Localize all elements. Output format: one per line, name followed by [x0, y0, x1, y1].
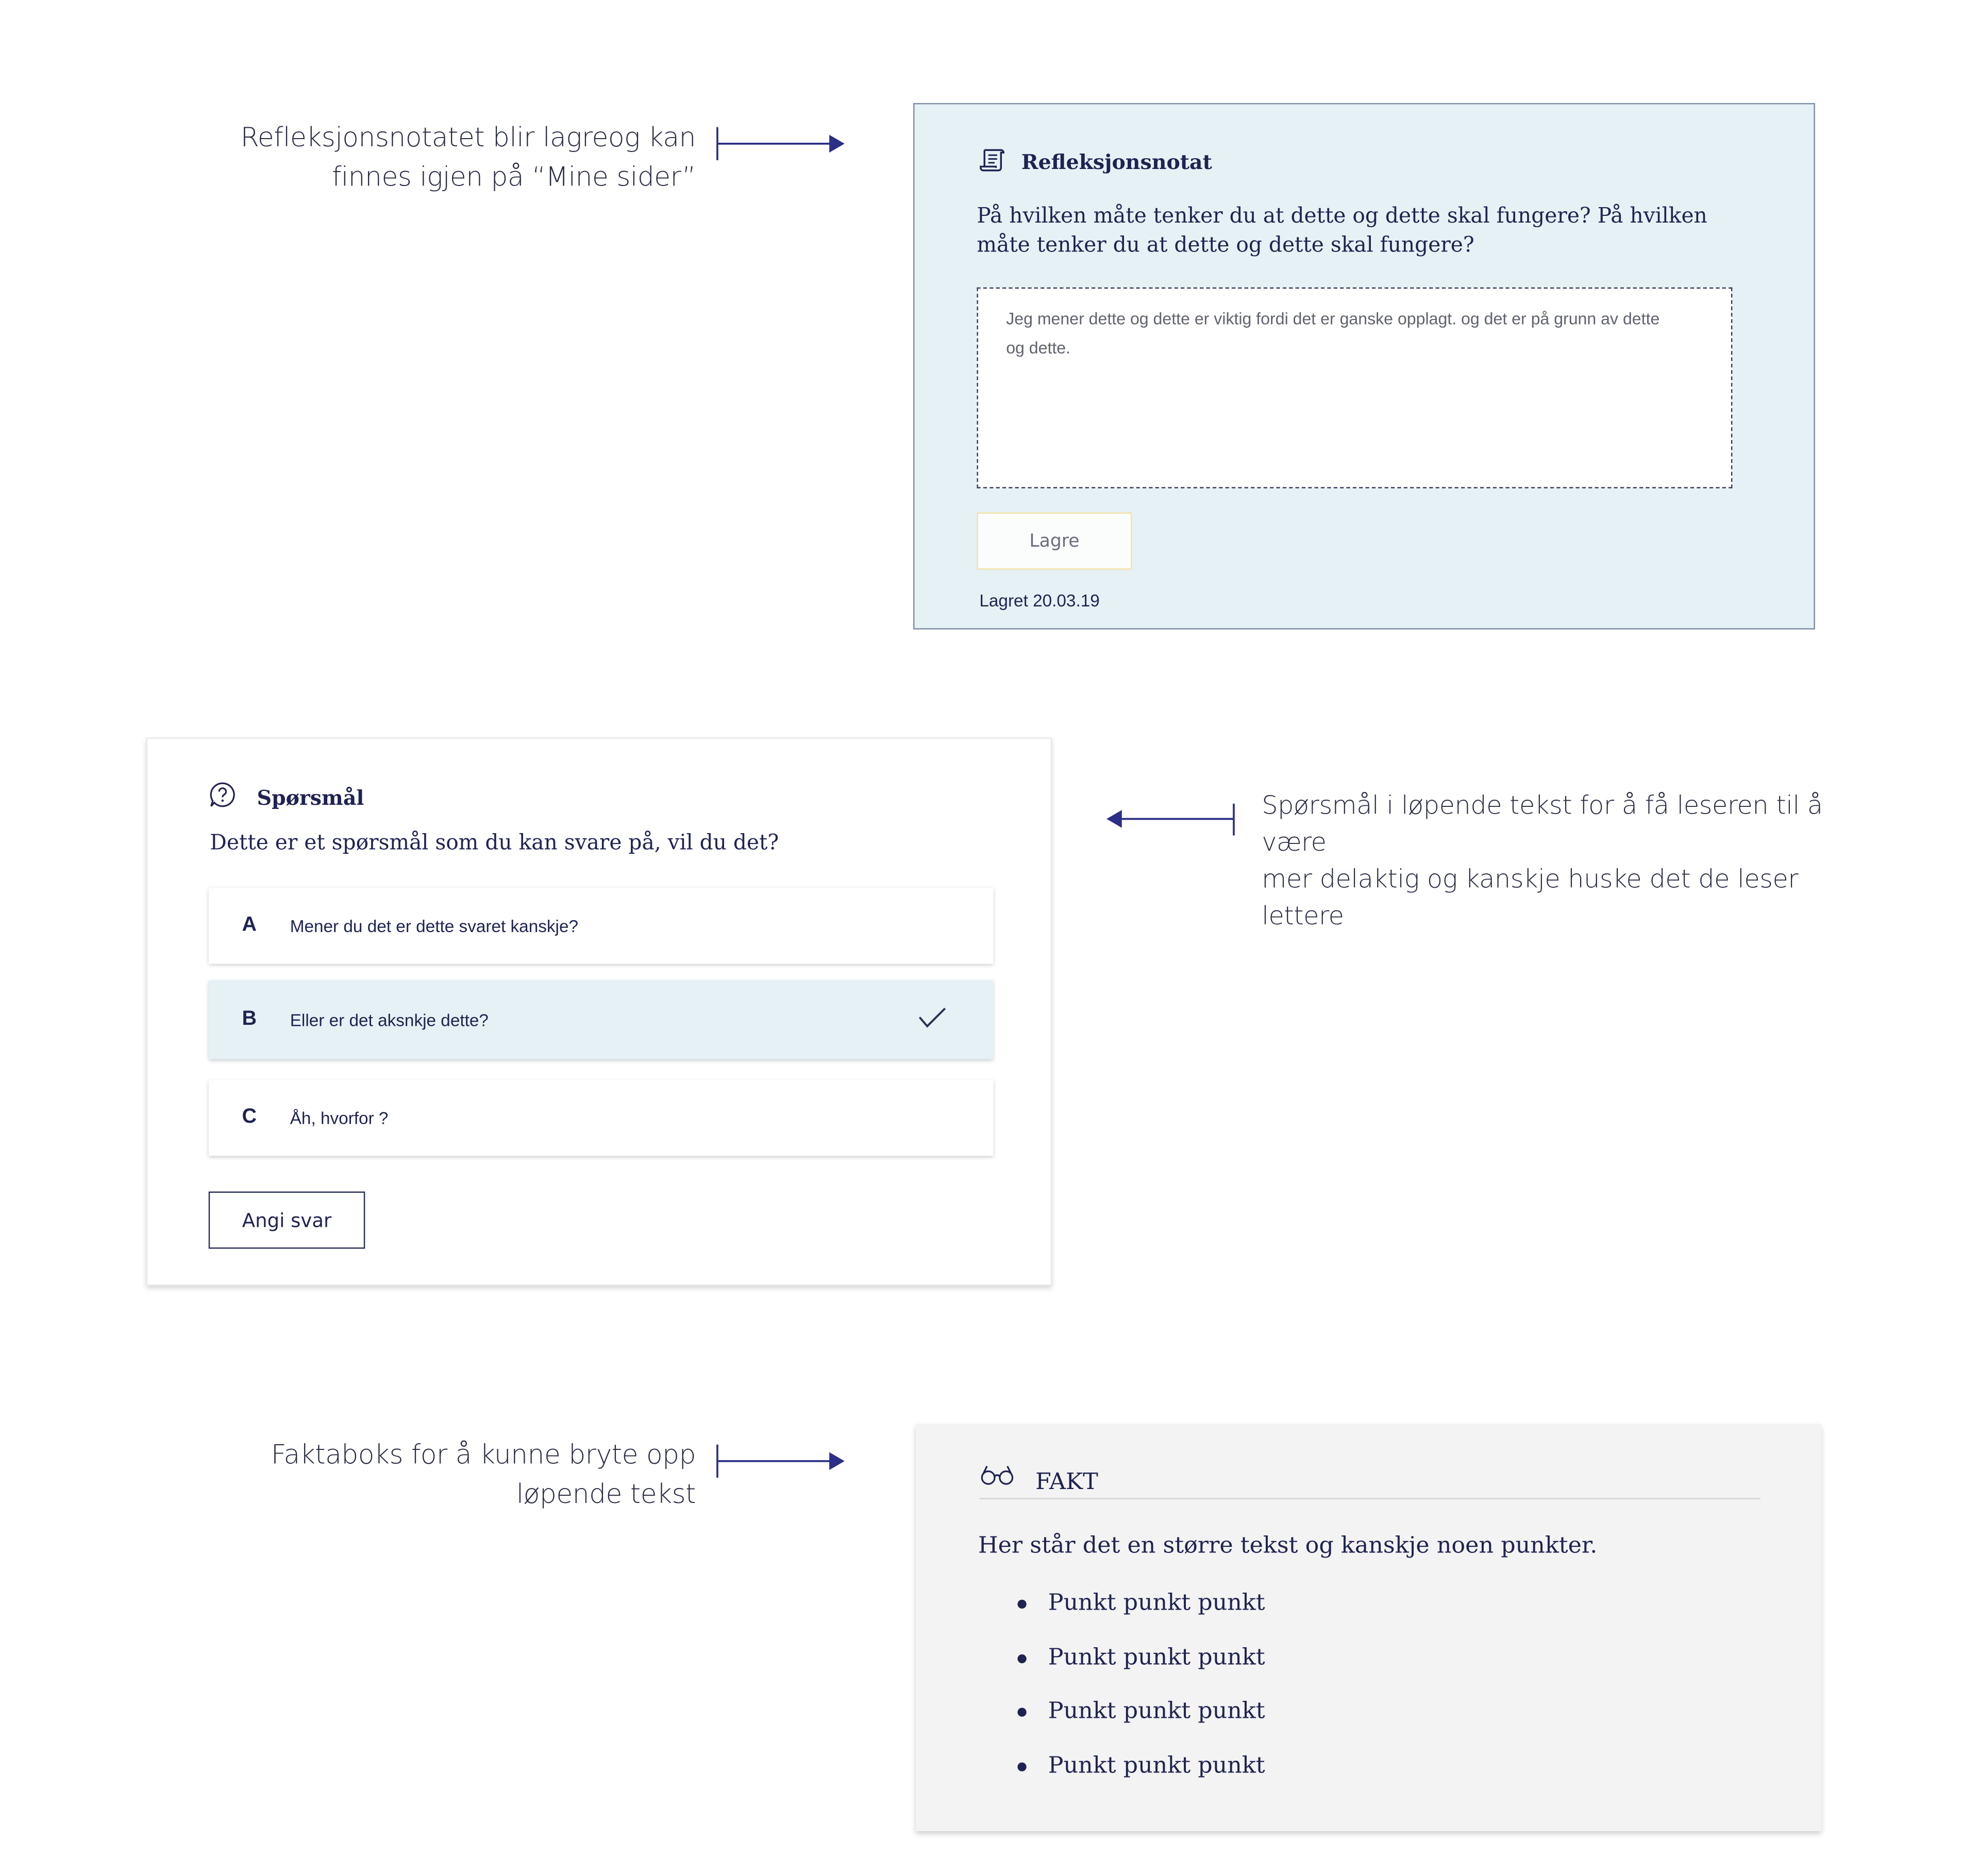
- glasses-icon: [979, 1463, 1015, 1492]
- annotation-question: [1262, 787, 1872, 935]
- fact-lead-text: Her står det en større tekst og kanskje noen punkter.: [978, 1532, 1598, 1559]
- option-text: Åh, hvorfor ?: [290, 1108, 389, 1127]
- fact-list-item: Punkt punkt punkt: [1048, 1631, 1265, 1685]
- option-letter: A: [242, 914, 257, 936]
- fact-list-item: Punkt punkt punkt: [1048, 1685, 1265, 1739]
- reflection-question: På hvilken måte tenker du at dette og dette skal fungere? På hvilken måte tenker du at dette og dette skal fungere?: [977, 203, 1707, 257]
- annotation-line: Faktaboks for å kunne bryte opp: [271, 1439, 696, 1471]
- option-text: Eller er det aksnkje dette?: [290, 1010, 489, 1029]
- arrow-right-icon: [715, 1442, 848, 1480]
- fact-list: [987, 1577, 1265, 1793]
- answer-option-b[interactable]: [209, 981, 994, 1059]
- scroll-note-icon: [978, 146, 1006, 178]
- option-letter: C: [242, 1106, 257, 1128]
- reflection-title: Refleksjonsnotat: [1021, 150, 1212, 175]
- annotation-line: Refleksjonsnotatet blir lagreog kan: [240, 122, 696, 153]
- arrow-right-icon: [715, 125, 848, 163]
- fact-box: [916, 1424, 1821, 1831]
- fact-header: [979, 1457, 1760, 1499]
- annotation-reflection: [229, 119, 696, 197]
- question-header: [209, 781, 364, 815]
- fact-title: FAKT: [1035, 1468, 1098, 1495]
- save-button[interactable]: Lagre: [977, 513, 1132, 570]
- submit-answer-button[interactable]: Angi svar: [209, 1192, 365, 1249]
- reflection-answer-field[interactable]: Jeg mener dette og dette er viktig fordi det er ganske opplagt. og det er på grunn av dette og dette.: [977, 288, 1732, 488]
- option-letter: B: [242, 1008, 257, 1030]
- annotation-line: løpende tekst: [516, 1479, 696, 1510]
- option-text: Mener du det er dette svaret kanskje?: [290, 916, 579, 936]
- annotation-fact: [229, 1435, 696, 1514]
- arrow-left-icon: [1104, 801, 1239, 839]
- question-card: [146, 737, 1052, 1286]
- annotation-line: Spørsmål i løpende tekst for å få leseren til å være: [1262, 789, 1823, 857]
- saved-status: Lagret 20.03.19: [979, 591, 1100, 611]
- annotation-line: mer delaktig og kanskje huske det de leser lettere: [1262, 863, 1799, 931]
- answer-option-a[interactable]: [209, 888, 994, 964]
- fact-list-item: Punkt punkt punkt: [1048, 1577, 1265, 1631]
- checkmark-icon: [917, 1005, 947, 1037]
- annotation-line: finnes igjen på “Mine sider”: [332, 161, 696, 192]
- question-title: Spørsmål: [257, 786, 364, 810]
- question-bubble-icon: [209, 781, 237, 815]
- answer-option-c[interactable]: [209, 1079, 994, 1156]
- reflection-header: [978, 146, 1212, 178]
- reflection-card: [913, 103, 1815, 630]
- fact-list-item: Punkt punkt punkt: [1048, 1739, 1265, 1793]
- question-text: Dette er et spørsmål som du kan svare på, vil du det?: [210, 830, 779, 855]
